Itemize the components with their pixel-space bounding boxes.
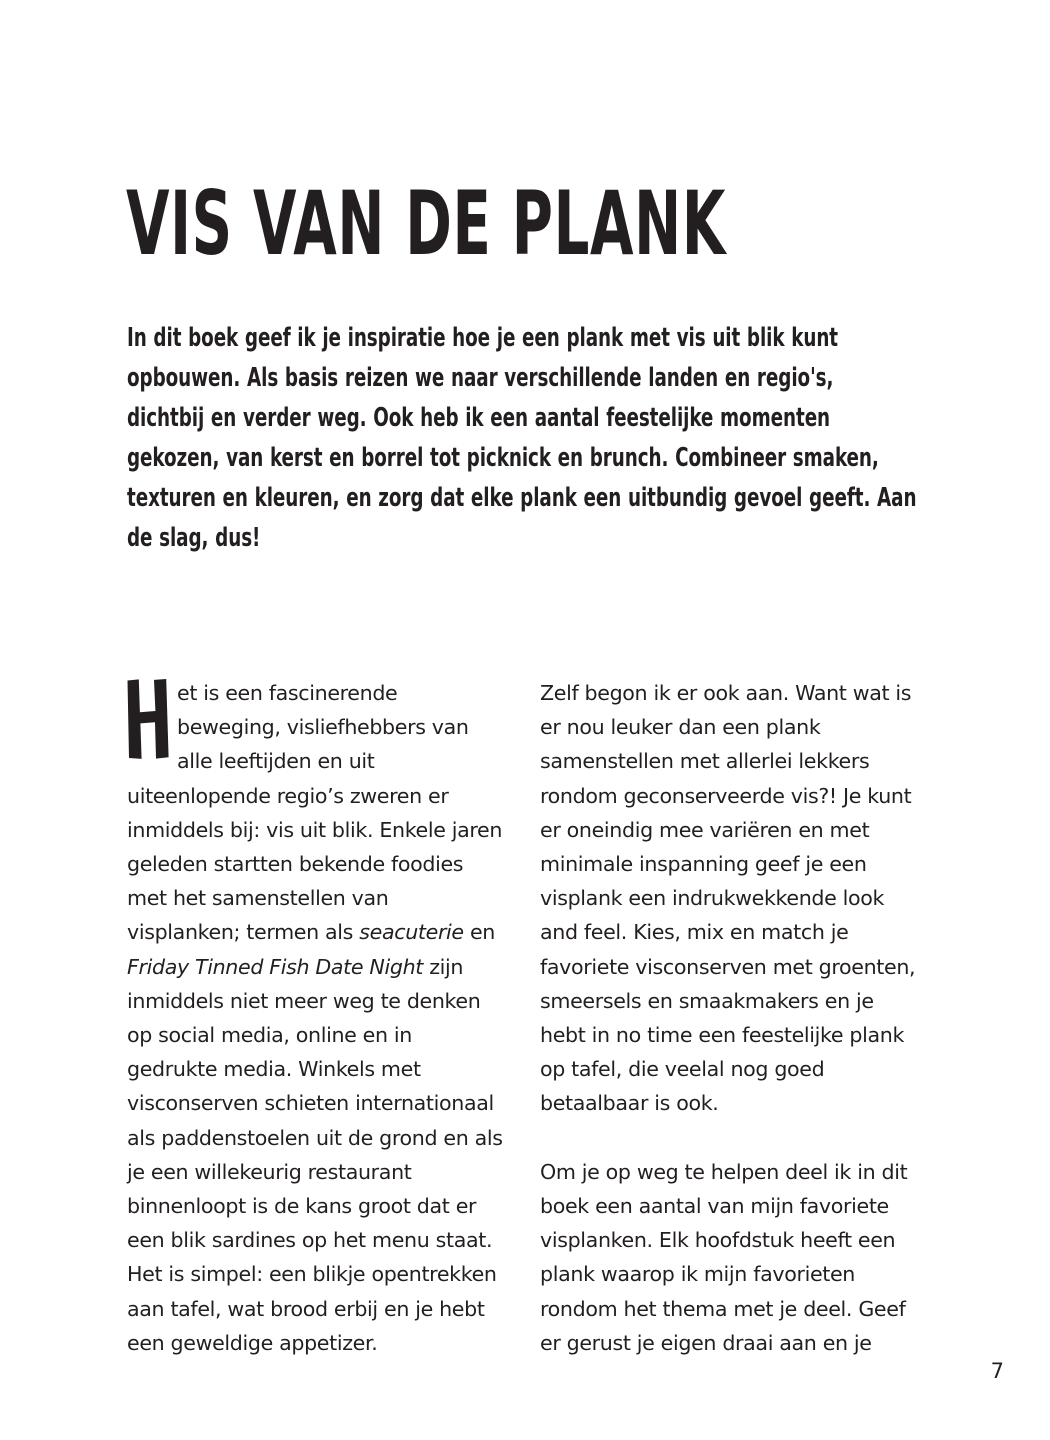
left-col-italic-1: seacuterie (359, 920, 464, 945)
chapter-title (126, 172, 926, 275)
body-column-right (540, 676, 920, 1355)
left-col-italic-2: Friday Tinned Fish Date Night (127, 954, 423, 979)
body-column-left (127, 676, 507, 1355)
intro-block (127, 318, 917, 558)
intro-paragraph: In dit boek geef ik je inspiratie hoe je een plank met vis uit blik kunt opbouwen. Als basis reizen we naar verschillende landen en regio's, dichtbij en verder weg. Ook heb ik een aantal feestelijke momenten gekozen, van kerst en borrel tot picknick en brunch. Combineer smaken, texturen en kleuren, en zorg dat elke plank een uitbundig gevoel geeft. Aan de slag, dus! (127, 323, 917, 553)
right-column-paragraph-1: Zelf begon ik er ook aan. Want wat is er nou leuker dan een plank samenstellen met allerlei lekkers rondom geconserveerde vis?! Je kunt er oneindig mee variëren en met minimale inspanning geef je een visplank een indrukwekkende look and feel. Kies, mix en match je favoriete visconserven met groenten, smeersels en smaakmakers en je hebt in no time een feestelijke plank op tafel, die veelal nog goed betaalbaar is ook. (540, 681, 916, 1116)
right-column-paragraph-2: Om je op weg te helpen deel ik in dit boek een aantal van mijn favoriete visplanken. Elk hoofdstuk heeft een plank waarop ik mijn favorieten rondom het thema met je deel. Geef er gerust je eigen draai aan en je (540, 1159, 908, 1355)
left-column-paragraph (127, 676, 507, 1360)
left-col-text-mid: en (463, 920, 495, 945)
drop-cap-spacer (127, 676, 177, 772)
chapter-title-text: VIS VAN DE PLANK (126, 172, 728, 275)
left-col-text-b: zijn inmiddels niet meer weg te denken op social media, online en in gedrukte media. Winkels met visconserven schieten internationaal als paddenstoelen uit de grond en als je een willekeurig restaurant binnenloopt is de kans groot dat er een blik sardines op het menu staat. Het is simpel: een blikje opentrekken aan tafel, wat brood erbij en je hebt een geweldige appetizer. (127, 954, 503, 1355)
page-number: 7 (990, 1359, 1004, 1383)
body-columns (127, 676, 927, 1355)
left-col-text-a: et is een fascinerende beweging, visliefhebbers van alle leeftijden en uit uiteenlopende regio’s zweren er inmiddels bij: vis uit blik. Enkele jaren geleden startten bekende foodies met het samenstellen van visplanken; termen als (127, 681, 503, 945)
